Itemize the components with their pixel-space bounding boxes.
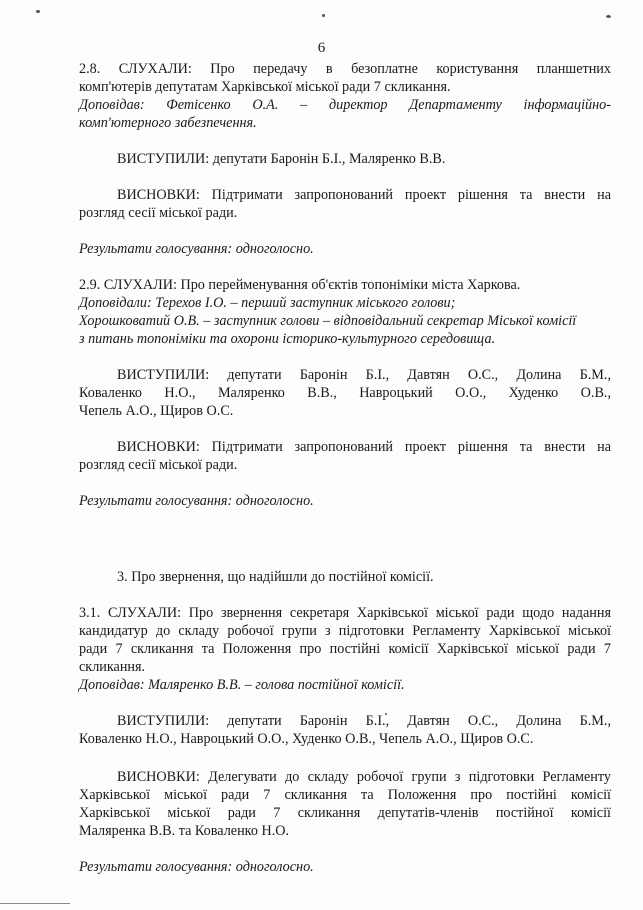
- speakers-line: ВИСТУПИЛИ: депутати Баронін Б.І., Давтян О.С., Долина Б.М.,: [117, 713, 611, 729]
- heard-line: скликання.: [79, 659, 146, 675]
- conclusion-line: ВИСНОВКИ: Делегувати до складу робочої групи з підготовки Регламенту: [117, 769, 611, 785]
- scan-speck: [606, 15, 611, 18]
- speakers-line: Коваленко Н.О., Навроцький О.О., Худенко О.В., Чепель А.О., Щиров О.С.: [79, 731, 534, 747]
- heard-line: 2.9. СЛУХАЛИ: Про перейменування об'єктів топоніміки міста Харкова.: [79, 277, 521, 293]
- heard-line: кандидатур до складу робочої групи з підготовки Регламенту Харківської міської: [79, 623, 611, 639]
- minutes-body: [79, 60, 611, 876]
- item-2-9: [79, 276, 611, 510]
- conclusion-line: Харківської міської ради 7 скликання та Положення про постійні комісії: [79, 787, 611, 803]
- heard-line: 2.8. СЛУХАЛИ: Про передачу в безоплатне користування планшетних: [79, 61, 611, 77]
- conclusion-line: розгляд сесії міської ради.: [79, 205, 238, 221]
- scan-edge-line: [0, 903, 70, 904]
- reporter-line: Доповідав: Фетісенко О.А. – директор Департаменту інформаційно-: [79, 97, 611, 113]
- speakers-line: ВИСТУПИЛИ: депутати Баронін Б.І., Маляренко В.В.: [117, 151, 446, 167]
- reporter-line: Доповідали: Терехов І.О. – перший заступник міського голови;: [79, 295, 456, 311]
- speakers-line: Коваленко Н.О., Маляренко В.В., Навроцький О.О., Худенко О.В.,: [79, 385, 611, 401]
- item-3-1: [79, 604, 611, 876]
- item-2-8: [79, 60, 611, 258]
- reporter-line: комп'ютерного забезпечення.: [79, 115, 257, 131]
- speakers-line: Чепель А.О., Щиров О.С.: [79, 403, 234, 419]
- reporter-line: Хорошковатий О.В. – заступник голови – відповідальний секретар Міської комісії: [79, 313, 577, 329]
- section-heading: 3. Про звернення, що надійшли до постійної комісії.: [117, 569, 434, 585]
- reporter-line: Доповідав: Маляренко В.В. – голова постійної комісії.: [79, 677, 405, 693]
- reporter-line: з питань топоніміки та охорони історико-культурного середовища.: [79, 331, 496, 347]
- heard-line: 3.1. СЛУХАЛИ: Про звернення секретаря Харківської міської ради щодо надання: [79, 605, 611, 621]
- conclusion-line: Маляренка В.В. та Коваленко Н.О.: [79, 823, 290, 839]
- heard-line: ради 7 скликання та Положення про постійні комісії Харківської міської ради 7: [79, 641, 611, 657]
- scan-speck: [36, 10, 40, 13]
- heard-line: комп'ютерів депутатам Харківської міської ради 7 скликання.: [79, 79, 451, 95]
- vote-result: Результати голосування: одноголосно.: [79, 241, 314, 257]
- scan-speck: [322, 14, 325, 17]
- speakers-line: ВИСТУПИЛИ: депутати Баронін Б.І., Давтян О.С., Долина Б.М.,: [117, 367, 611, 383]
- page-number: 6: [317, 40, 326, 56]
- vote-result: Результати голосування: одноголосно.: [79, 493, 314, 509]
- conclusion-line: Харківської міської ради 7 скликання депутатів-членів постійної комісії: [79, 805, 611, 821]
- vote-result: Результати голосування: одноголосно.: [79, 859, 314, 875]
- conclusion-line: ВИСНОВКИ: Підтримати запропонований проект рішення та внести на: [117, 439, 611, 455]
- conclusion-line: ВИСНОВКИ: Підтримати запропонований проект рішення та внести на: [117, 187, 611, 203]
- conclusion-line: розгляд сесії міської ради.: [79, 457, 238, 473]
